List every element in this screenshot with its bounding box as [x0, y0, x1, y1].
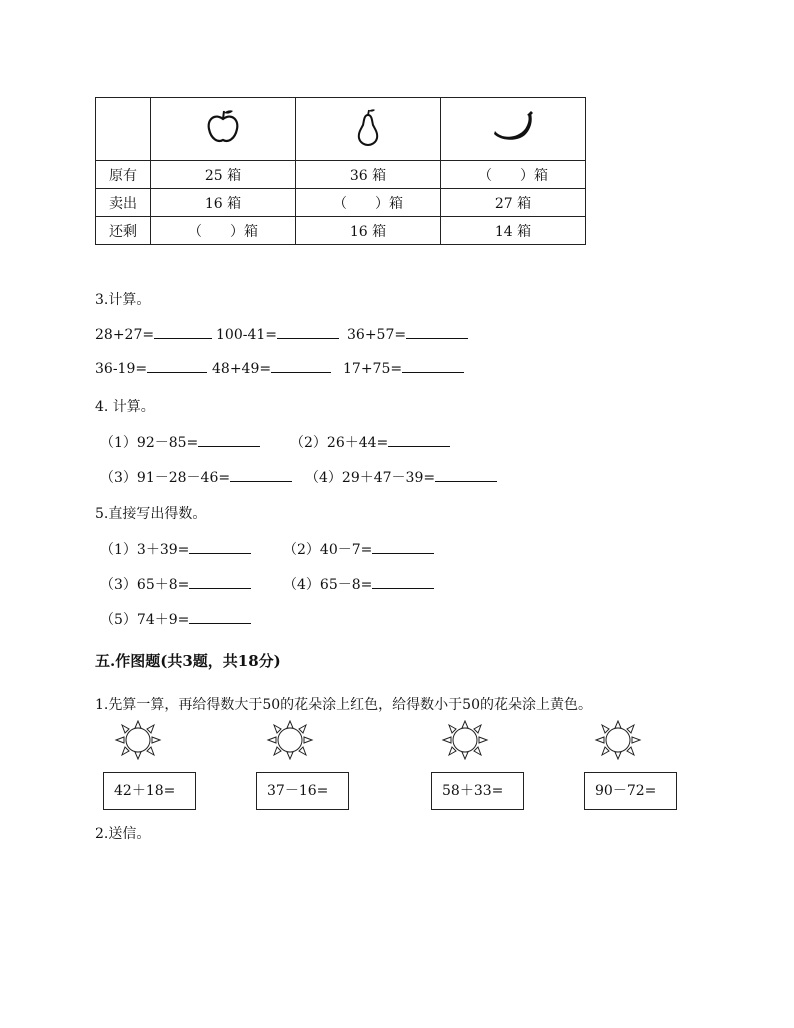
q4-item [305, 467, 497, 487]
cell-banana-sold: 27 箱 [441, 189, 586, 217]
answer-blank[interactable] [435, 469, 497, 482]
q5-item [100, 609, 251, 629]
answer-blank[interactable] [372, 576, 434, 589]
section5-q2-text: 2.送信。 [95, 826, 151, 842]
banana-cell [441, 98, 586, 161]
q3-title: 3.计算。 [95, 292, 151, 308]
q4-expression: （4）29＋47－39= [305, 470, 436, 486]
corner-cell [96, 98, 151, 161]
q3-item [212, 360, 331, 377]
q3-item [216, 326, 339, 343]
section-heading: 五.作图题(共3题，共18分) [95, 652, 281, 670]
q3-item [95, 326, 212, 343]
q5-expression: （5）74＋9= [100, 612, 190, 628]
row-label-original: 原有 [96, 161, 151, 189]
cell-pear-original: 36 箱 [296, 161, 441, 189]
q5-expression: （4）65－8= [283, 577, 373, 593]
section5-q1-text: 1.先算一算，再给得数大于50的花朵涂上红色，给得数小于50的花朵涂上黄色。 [95, 697, 592, 713]
apple-icon [203, 107, 243, 147]
answer-blank[interactable] [388, 434, 450, 447]
q3-item [343, 360, 464, 377]
fruit-table [95, 97, 586, 245]
answer-blank[interactable] [198, 434, 260, 447]
q5-expression: （2）40－7= [283, 542, 373, 558]
q5-expression: （1）3＋39= [100, 542, 190, 558]
flower-icon[interactable] [114, 720, 162, 760]
q5-item [283, 574, 434, 594]
q3-expression: 36+57= [347, 327, 407, 343]
q4-item [290, 432, 450, 452]
answer-blank[interactable] [271, 360, 331, 373]
apple-cell [151, 98, 296, 161]
flower-icon[interactable] [441, 720, 489, 760]
q5-item [283, 539, 434, 559]
q4-title: 4. 计算。 [95, 399, 155, 415]
cell-pear-sold: （ ）箱 [296, 189, 441, 217]
q4-expression: （3）91－28－46= [100, 470, 231, 486]
answer-blank[interactable] [406, 326, 468, 339]
banana-icon [491, 109, 535, 145]
q3-expression: 28+27= [95, 327, 155, 343]
q3-expression: 36-19= [95, 361, 148, 377]
answer-blank[interactable] [277, 326, 339, 339]
q3-expression: 48+49= [212, 361, 272, 377]
q4-expression: （1）92－85= [100, 435, 199, 451]
answer-blank[interactable] [154, 326, 212, 339]
cell-pear-remaining: 16 箱 [296, 217, 441, 245]
cell-banana-original: （ ）箱 [441, 161, 586, 189]
answer-blank[interactable] [189, 611, 251, 624]
q5-item [100, 574, 251, 594]
q4-item [100, 432, 260, 452]
q3-item [95, 360, 207, 377]
q5-expression: （3）65＋8= [100, 577, 190, 593]
answer-blank[interactable] [402, 360, 464, 373]
q5-item [100, 539, 251, 559]
q4-item [100, 467, 292, 487]
flower-icon[interactable] [594, 720, 642, 760]
pear-icon [353, 107, 383, 147]
flower-expression-box: 42＋18= [103, 772, 196, 810]
cell-apple-remaining: （ ）箱 [151, 217, 296, 245]
flower-expression-box: 37－16= [256, 772, 349, 810]
answer-blank[interactable] [189, 541, 251, 554]
row-label-sold: 卖出 [96, 189, 151, 217]
q3-expression: 17+75= [343, 361, 403, 377]
flower-expression-box: 58＋33= [431, 772, 524, 810]
q3-item [347, 326, 468, 343]
cell-apple-sold: 16 箱 [151, 189, 296, 217]
q4-expression: （2）26＋44= [290, 435, 389, 451]
cell-banana-remaining: 14 箱 [441, 217, 586, 245]
row-label-remaining: 还剩 [96, 217, 151, 245]
flower-icon[interactable] [266, 720, 314, 760]
answer-blank[interactable] [372, 541, 434, 554]
answer-blank[interactable] [147, 360, 207, 373]
flower-expression-box: 90－72= [584, 772, 677, 810]
answer-blank[interactable] [230, 469, 292, 482]
cell-apple-original: 25 箱 [151, 161, 296, 189]
q5-title: 5.直接写出得数。 [95, 506, 207, 522]
pear-cell [296, 98, 441, 161]
answer-blank[interactable] [189, 576, 251, 589]
q3-expression: 100-41= [216, 327, 277, 343]
